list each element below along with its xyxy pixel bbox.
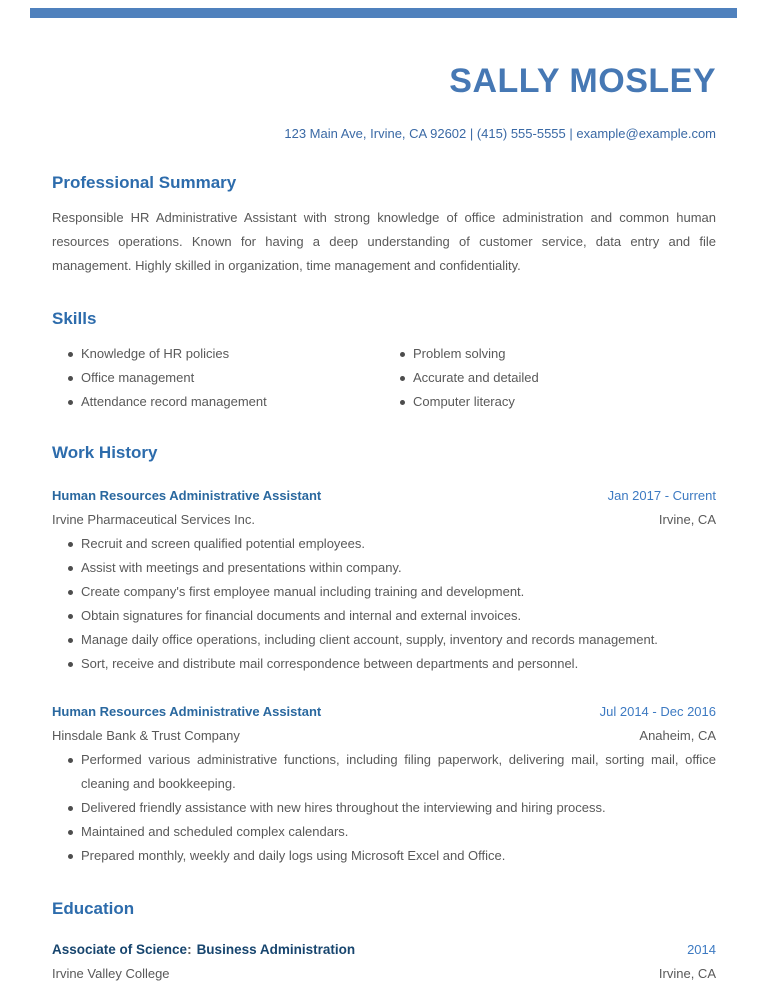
degree-major: Business Administration [196,942,356,957]
skill-item: Computer literacy [400,390,716,414]
education-location: Irvine, CA [658,966,716,981]
job-location: Irvine, CA [658,512,716,527]
job-bullet: Manage daily office operations, including client account, supply, inventory and records management. [68,628,716,652]
job-bullet: Performed various administrative functions, including filing paperwork, delivering mail, sorting mail, office cleaning and bookkeeping. [68,748,716,796]
job-entry [52,484,716,676]
job-bullet-list [52,532,716,676]
education-school: Irvine Valley College [52,966,170,981]
contact-line: 123 Main Ave, Irvine, CA 92602 | (415) 555-5555 | example@example.com [284,126,716,141]
job-bullet: Delivered friendly assistance with new hires throughout the interviewing and hiring process. [68,796,716,820]
section-title-professional-summary: Professional Summary [52,173,237,192]
education-school-row [52,962,716,986]
section-title-work-history: Work History [52,443,158,462]
skill-item: Problem solving [400,342,716,366]
education-degree-line [52,938,355,962]
section-title-education: Education [52,899,135,918]
section-skills [52,308,716,414]
job-title-row [52,700,716,724]
section-education [52,898,716,986]
job-bullet: Recruit and screen qualified potential employees. [68,532,716,556]
job-title: Human Resources Administrative Assistant [52,488,322,503]
job-title-row [52,484,716,508]
job-dates: Jan 2017 - Current [607,488,716,503]
job-company: Irvine Pharmaceutical Services Inc. [52,512,256,527]
section-title-skills: Skills [52,309,97,328]
skill-item: Attendance record management [68,390,384,414]
job-bullet: Prepared monthly, weekly and daily logs using Microsoft Excel and Office. [68,844,716,868]
accent-bar [30,8,737,18]
summary-text: Responsible HR Administrative Assistant with strong knowledge of office administration and common human resources operations. Known for having a deep understanding of customer service, data entry and file management. Highly skilled in organization, time management and confidentiality. [52,210,716,273]
job-bullet: Maintained and scheduled complex calendars. [68,820,716,844]
job-bullet: Sort, receive and distribute mail correspondence between departments and personnel. [68,652,716,676]
job-company: Hinsdale Bank & Trust Company [52,728,240,743]
section-work-history [52,442,716,868]
job-location: Anaheim, CA [639,728,716,743]
candidate-name: SALLY MOSLEY [449,62,716,100]
job-bullet-list [52,748,716,868]
job-bullet: Obtain signatures for financial documents and internal and external invoices. [68,604,716,628]
education-year: 2014 [687,942,716,957]
job-title: Human Resources Administrative Assistant [52,704,322,719]
job-company-row [52,508,716,532]
job-entry [52,700,716,868]
job-company-row [52,724,716,748]
section-professional-summary [52,172,716,278]
skill-item: Accurate and detailed [400,366,716,390]
education-degree-row [52,938,716,962]
degree-separator: : [187,942,192,957]
skill-item: Office management [68,366,384,390]
job-bullet: Create company's first employee manual including training and development. [68,580,716,604]
job-dates: Jul 2014 - Dec 2016 [599,704,716,719]
education-entry [52,938,716,986]
degree-name: Associate of Science [52,942,188,957]
skill-item: Knowledge of HR policies [68,342,384,366]
skills-list [52,342,716,414]
job-bullet: Assist with meetings and presentations within company. [68,556,716,580]
